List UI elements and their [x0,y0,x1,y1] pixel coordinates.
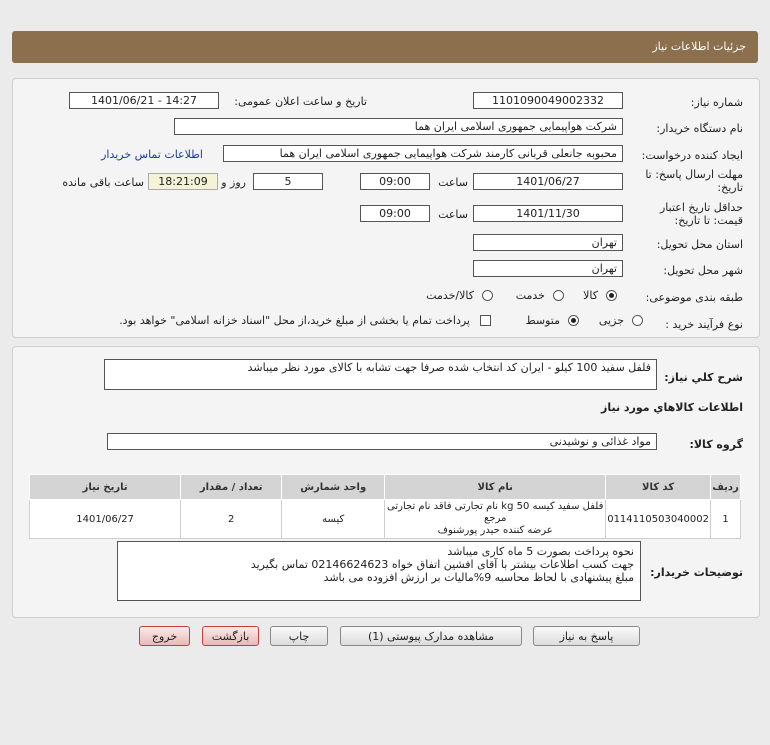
city-label: شهر محل تحویل: [663,264,743,277]
creator-field: محبوبه جانعلی قربانی کارمند شرکت هواپیمایی جمهوری اسلامی ایران هما [223,145,623,162]
category-option-service: خدمت [515,289,545,302]
col-qty: تعداد / مقدار [181,475,282,500]
announce-label: تاریخ و ساعت اعلان عمومی: [234,95,367,108]
reply-button[interactable]: پاسخ به نیاز [533,626,640,646]
summary-label: شرح کلي نياز: [664,371,743,384]
creator-label: ایجاد کننده درخواست: [641,149,743,162]
category-option-both: کالا/خدمت [426,289,474,302]
exit-button[interactable]: خروج [139,626,190,646]
category-option-goods: کالا [583,289,598,302]
treasury-payment-note: پرداخت تمام یا بخشی از مبلغ خرید،از محل "اسناد خزانه اسلامی" خواهد بود. [119,314,470,327]
col-code: کد کالا [606,475,711,500]
deadline-label-1: مهلت ارسال پاسخ: تا [645,168,743,181]
cell-name-line-1: فلفل سفید کیسه 50 kg نام تجارتی فاقد نام تجارتی مرجع [387,501,604,524]
items-table [29,474,741,539]
category-radio-service[interactable] [553,290,564,301]
deadline-time-label: ساعت [438,176,468,189]
validity-time-field: 09:00 [360,205,430,222]
validity-label-2: قیمت: تا تاریخ: [674,214,743,227]
summary-field: فلفل سفید 100 کیلو - ایران کد انتخاب شده صرفا جهت تشابه با کالای مورد نظر میباشد [104,359,657,390]
deadline-time-field: 09:00 [360,173,430,190]
print-button[interactable]: چاپ [270,626,328,646]
page-title: جزئیات اطلاعات نیاز [652,40,746,53]
category-label: طبقه بندی موضوعی: [645,291,743,304]
cell-date: 1401/06/27 [30,500,181,539]
process-option-minor: جزیی [598,314,624,327]
items-table-header [30,475,741,500]
goods-group-label: گروه کالا: [689,438,743,451]
city-field: تهران [473,260,623,277]
province-label: استان محل تحویل: [656,238,743,251]
buyer-note-line: جهت کسب اطلاعات بیشتر با آقای افشین اتفاق خواه 02146624623 تماس بگیرید [250,558,634,571]
days-field: 5 [253,173,323,190]
view-attachments-button[interactable]: مشاهده مدارک پیوستی (1) [340,626,522,646]
cell-name-line-2: عرضه کننده حیدر پورشنوف [437,525,553,536]
validity-time-label: ساعت [438,208,468,221]
validity-date-field: 1401/11/30 [473,205,623,222]
province-field: تهران [473,234,623,251]
deadline-date-field: 1401/06/27 [473,173,623,190]
col-name: نام کالا [385,475,606,500]
back-button[interactable]: بازگشت [202,626,259,646]
page-header [12,31,758,63]
cell-code: 0114110503040002 [606,500,711,539]
process-radio-medium[interactable] [568,315,579,326]
table-row [30,500,741,539]
goods-group-field: مواد غذائی و نوشیدنی [107,433,657,450]
buyer-label: نام دستگاه خریدار: [656,122,743,135]
days-label: روز و [221,176,246,189]
buyer-field: شرکت هواپیمایی جمهوری اسلامی ایران هما [174,118,623,135]
category-radio-goods[interactable] [606,290,617,301]
remaining-time-field: 18:21:09 [148,173,218,190]
buyer-notes-box [117,541,641,601]
buyer-note-line: نحوه پرداخت بصورت 5 ماه کاری میباشد [447,545,634,558]
col-row: ردیف [711,475,741,500]
announce-field: 1401/06/21 - 14:27 [69,92,219,109]
col-unit: واحد شمارش [282,475,385,500]
need-number-label: شماره نیاز: [690,96,743,109]
remaining-label: ساعت باقی مانده [62,176,144,189]
need-number-field: 1101090049002332 [473,92,623,109]
cell-qty: 2 [181,500,282,539]
process-label: نوع فرآیند خرید : [665,318,743,331]
buyer-note-line: مبلغ پیشنهادی با لحاظ محاسبه 9%مالیات بر ارزش افزوده می باشد [323,571,634,584]
treasury-payment-checkbox[interactable] [480,315,491,326]
col-date: تاریخ نیاز [30,475,181,500]
cell-name [385,500,606,539]
cell-unit: کیسه [282,500,385,539]
items-heading: اطلاعات کالاهاي مورد نياز [601,401,743,414]
buyer-notes-label: توضیحات خریدار: [650,566,743,579]
cell-row: 1 [711,500,741,539]
category-radio-both[interactable] [482,290,493,301]
deadline-label-2: تاریخ: [717,181,743,194]
process-option-medium: متوسط [525,314,560,327]
validity-label-1: حداقل تاریخ اعتبار [659,201,743,214]
buyer-contact-link[interactable]: اطلاعات تماس خریدار [101,148,203,161]
process-radio-minor[interactable] [632,315,643,326]
